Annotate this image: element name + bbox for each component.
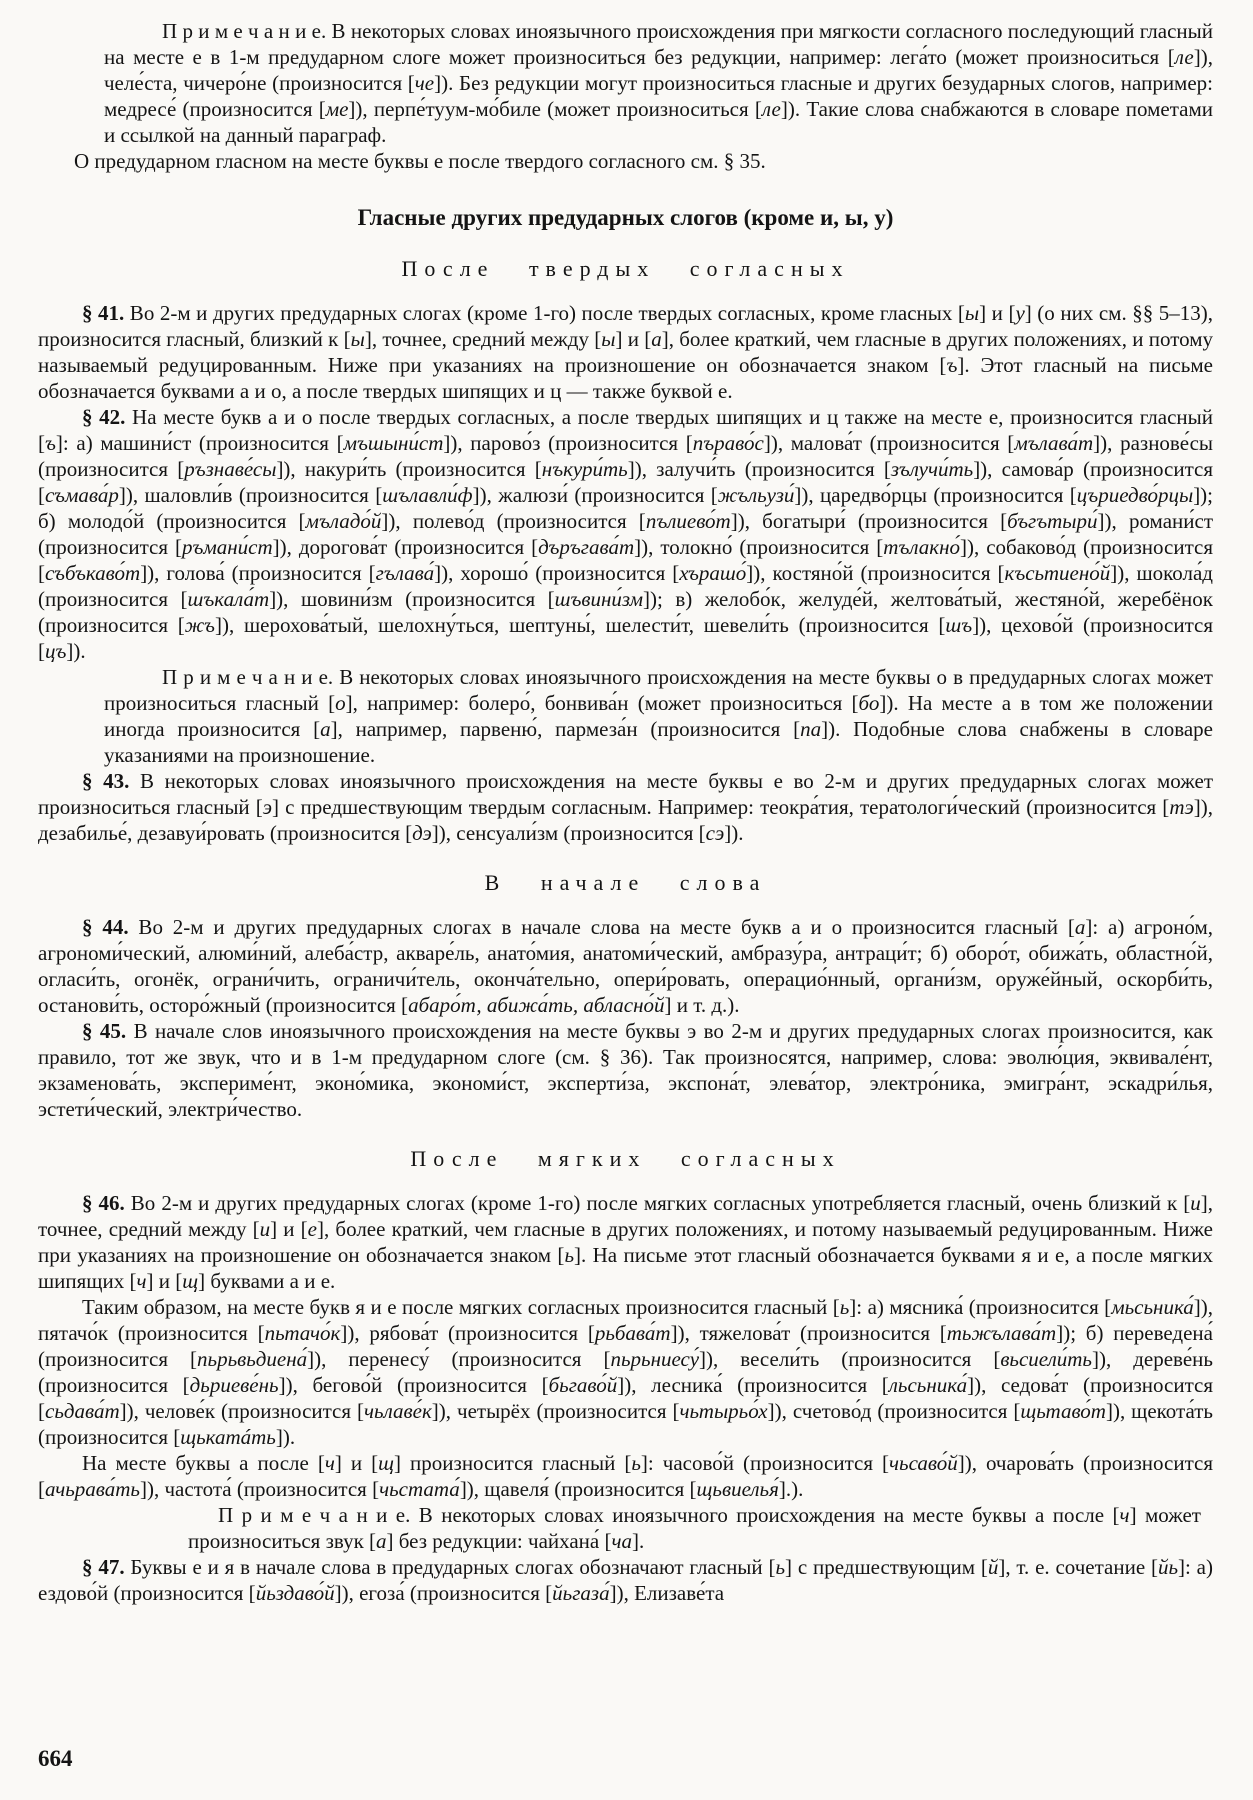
subheading-after-soft-consonants: После мягких согласных bbox=[410, 1146, 841, 1171]
paragraph-42: § 42. На месте букв а и о после твердых согласных, а после твердых шипящих и ц также на месте е, произносится гласный [ъ]: а) машини́ст (произносится [мъшыни́ст]), парово́з (произносится [пъраво́с]), малова́т (произносится [мълава́т]), разнове́сы (произносится [ръзнаве́сы]), накури́ть (произносится [нъкури́ть]), залучи́ть (произносится [зълучи́ть]), самова́р (произносится [съмава́р]), шаловли́в (произносится [шълавли́ф]), жалюзи́ (произносится [жъльузи́]), царедво́рцы (произносится [църиедво́рцы]); б) молодо́й (произносится [мъладо́й]), полево́д (произносится [пълиево́т]), богатыри́ (произносится [бъгътыри́]), романи́ст (произносится [ръмани́ст]), дорогова́т (произносится [дъръгава́т]), толокно́ (произносится [тълакно́]), собаково́д (произносится [събъкаво́т]), голова́ (произносится [гълава́]), хорошо́ (произносится [хърашо́]), костяно́й (произносится [късьтиено́й]), шокола́д (произносится [шъкала́т]), шовини́зм (произносится [шъвини́зм]); в) желобо́к, желуде́й, желтова́тый, жестяно́й, жеребёнок (произносится [жъ]), шерохова́тый, шелохну́ться, шептуны́, шелести́т, шевели́ть (произносится [шъ]), цехово́й (произносится [цъ]). bbox=[38, 405, 1214, 663]
reference-paragraph-35: О предударном гласном на месте буквы е после твердого согласного см. § 35. bbox=[74, 149, 766, 173]
paragraph-46c: На месте буквы а после [ч] и [щ] произносится гласный [ь]: часово́й (произносится [чьсаво́й]), очарова́ть (произносится [ачьрава́ть]), частота́ (произносится [чьстата́]), щавеля́ (произносится [щьвиелья́].). bbox=[38, 1451, 1214, 1501]
paragraph-41: § 41. Во 2-м и других предударных слогах (кроме 1-го) после твердых согласных, кроме гласных [ы] и [у] (о них см. §§ 5–13), произносится гласный, близкий к [ы], точнее, средний между [ы] и [а], более краткий, чем гласные в других положениях, и потому называемый редуцированным. Ниже при указаниях на произношение он обозначается знаком [ъ]. Этот гласный на письме обозначается буквами а и о, а после твердых шипящих и ц — также буквой е. bbox=[38, 301, 1213, 403]
paragraph-46b: Таким образом, на месте букв я и е после мягких согласных произносится гласный [ь]: а) мясника́ (произносится [мьсьника́]), пятачо́к (произносится [пьтачо́к]), рябова́т (произносится [рьбава́т]), тяжелова́т (произносится [тьжълава́т]); б) переведена́ (произносится [пьрьвьдиена́]), перенесу́ (произносится [пьрьниесу́]), весели́ть (произносится [вьсиели́ть]), дереве́нь (произносится [дьриеве́нь]), бегово́й (произносится [бьгаво́й]), лесника́ (произносится [льсьника́]), седова́т (произносится [сьдава́т]), челове́к (произносится [чьлаве́к]), четырёх (произносится [чьтырьо́х]), счетово́д (произносится [щьтаво́т]), щекота́ть (произносится [щькатáть]). bbox=[38, 1295, 1214, 1449]
note-paragraph-top: П р и м е ч а н и е. В некоторых словах иноязычного происхождения при мягкости согласного последующий гласный на месте е в 1-м предударном слоге может произноситься без редукции, например: лега́то (может произноситься [ле]), челе́ста, чичеро́не (произносится [че]). Без редукции могут произноситься гласные и других безударных слогов, например: медресе́ (произносится [ме]), перпе́туум-мо́биле (может произноситься [ле]). Такие слова снабжаются в словаре пометами и ссылкой на данный параграф. bbox=[104, 19, 1214, 147]
paragraph-47: § 47. Буквы е и я в начале слова в предударных слогах обозначают гласный [ь] с предшествующим [й], т. е. сочетание [йь]: а) ездово́й (произносится [йьздаво́й]), егоза́ (произносится [йьгаза́]), Елизаве́та bbox=[38, 1555, 1213, 1605]
paragraph-46a: § 46. Во 2-м и других предударных слогах (кроме 1-го) после мягких согласных употребляется гласный, очень близкий к [и], точнее, средний между [и] и [е], более краткий, чем гласные в других положениях, и потому называемый редуцированным. Ниже при указаниях на произношение он обозначается знаком [ь]. На письме этот гласный обозначается буквами я и е, а после мягких шипящих [ч] и [щ] буквами а и е. bbox=[38, 1191, 1214, 1293]
paragraph-43: § 43. В некоторых словах иноязычного происхождения на месте буквы е во 2-м и других предударных слогах может произноситься гласный [э] с предшествующим твердым согласным. Например: теокра́тия, тератологи́ческий (произносится [тэ]), дезабилье́, дезавуи́ровать (произносится [дэ]), сенсуали́зм (произносится [сэ]). bbox=[38, 769, 1213, 845]
paragraph-45: § 45. В начале слов иноязычного происхождения на месте буквы э во 2-м и других предударных слогах произносится, как правило, тот же звук, что и в 1-м предударном слоге (см. § 36). Так произносятся, например, слова: эволю́ция, эквивале́нт, экзаменова́ть, экспериме́нт, эконо́мика, экономи́ст, эксперти́за, экспона́т, элева́тор, электро́ника, эмигра́нт, эскадри́лья, эстети́ческий, электри́чество. bbox=[38, 1019, 1213, 1121]
section-heading: Гласные других предударных слогов (кроме и, ы, у) bbox=[357, 205, 894, 230]
note-paragraph-46: П р и м е ч а н и е. В некоторых словах иноязычного происхождения на месте буквы а после [ч] может произноситься звук [а] без редукции: чайхана́ [ча]. bbox=[188, 1503, 1201, 1553]
subheading-after-hard-consonants: После твердых согласных bbox=[401, 256, 850, 281]
note-paragraph-42: П р и м е ч а н и е. В некоторых словах иноязычного происхождения на месте буквы о в предударных слогах может произноситься гласный [о], например: болеро́, бонвива́н (может произноситься [бо]). На месте а в том же положении иногда произносится [а], например, парвеню́, пармеза́н (произносится [па]). Подобные слова снабжены в словаре указаниями на произношение. bbox=[104, 665, 1213, 767]
subheading-word-start: В начале слова bbox=[484, 870, 767, 895]
page-number: 664 bbox=[38, 1746, 73, 1771]
paragraph-44: § 44. Во 2-м и других предударных слогах в начале слова на месте букв а и о произносится гласный [а]: а) агроно́м, агрономи́ческий, алюми́ний, алеба́стр, акваре́ль, анато́мия, анатоми́ческий, амбразу́ра, антраци́т; б) оборо́т, обижа́ть, областно́й, огласи́ть, огонёк, ограни́чить, ограничи́тель, оконча́тельно, опери́ровать, операцио́нный, органи́зм, оруже́йный, оскорби́ть, останови́ть, осторо́жный (произносится [абаро́т, абижа́ть, абласно́й] и т. д.). bbox=[38, 915, 1213, 1017]
